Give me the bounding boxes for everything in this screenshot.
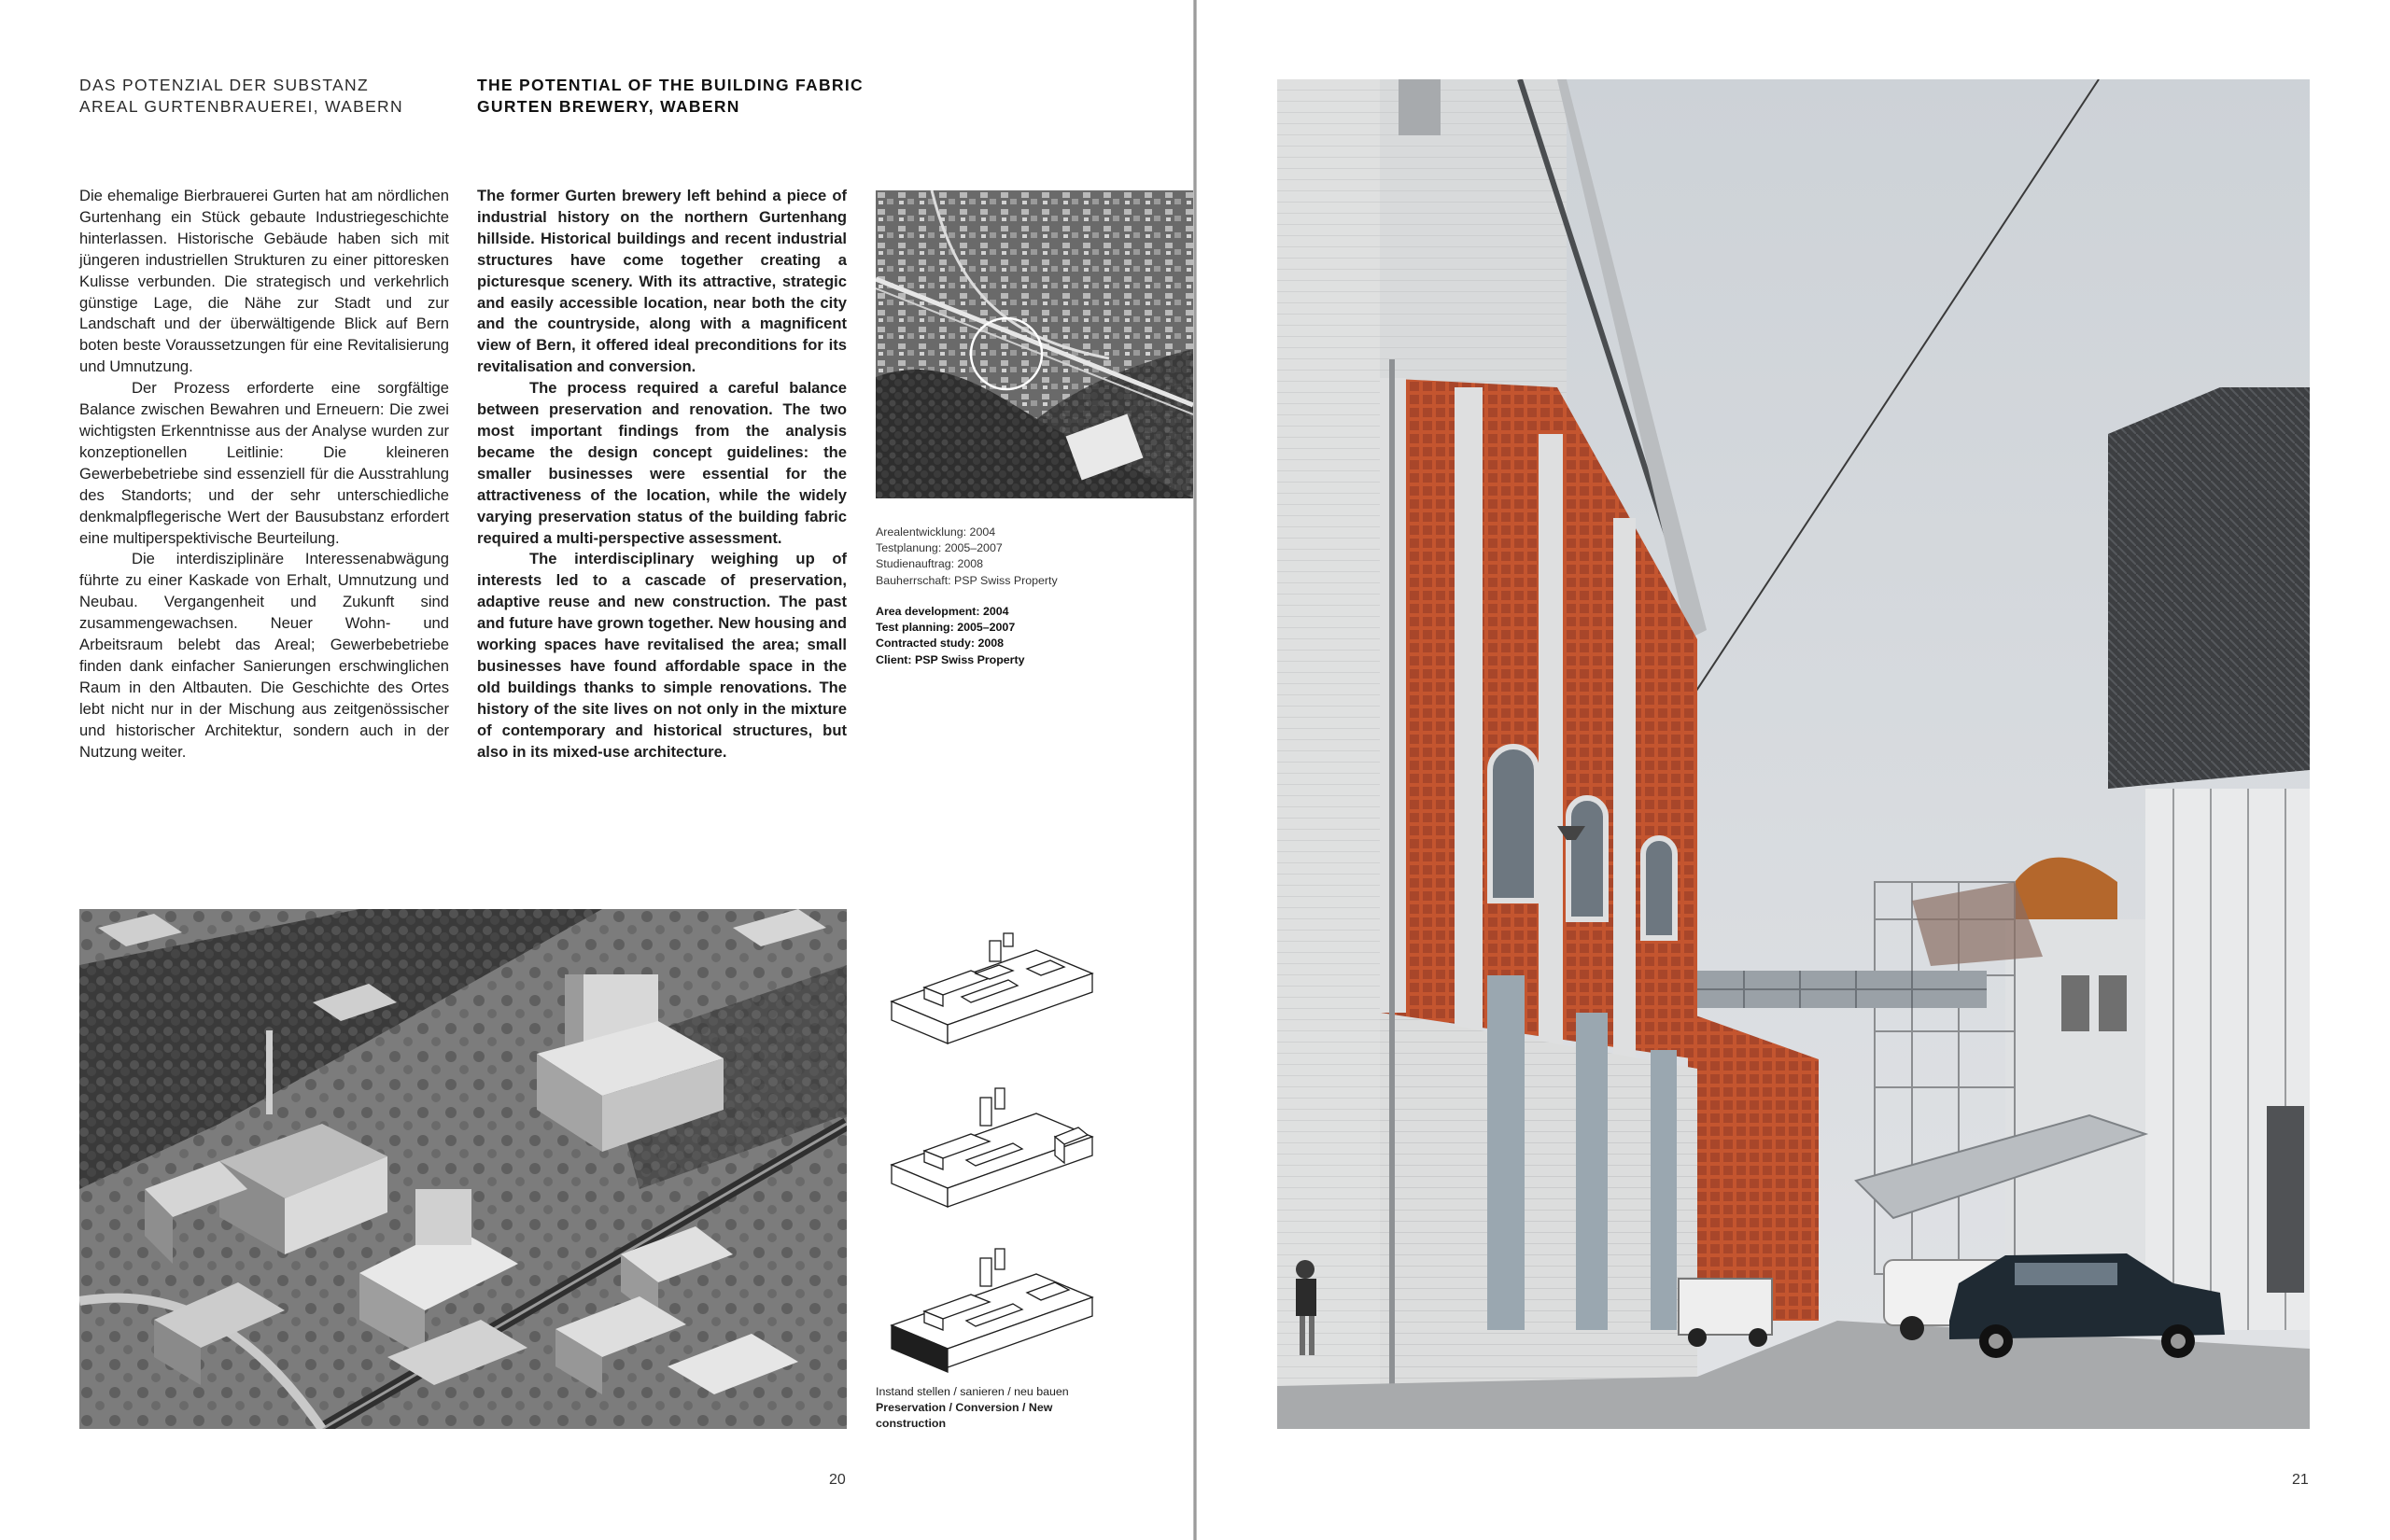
diagram-caption-de: Instand stellen / sanieren / neu bauen [876, 1385, 1069, 1398]
body-text-german [79, 186, 449, 763]
brewery-street-photo [1277, 79, 2310, 1429]
paragraph-de-2: Der Prozess erforderte eine sorgfältige Balance zwischen Bewahren und Erneuern: Die zwei wichtigsten Erkenntnisse aus der Analyse wurden zur konzeptionellen Leitlinie: Die kleineren Gewerbebetriebe sind essenziell für die Ausstrahlung des Standorts; und der sehr unterschiedliche denkmalpflegerische Wert der Bausubstanz erfordert eine multiperspektivische Beurteilung. [79, 379, 449, 547]
project-facts-german [876, 525, 1058, 589]
paragraph-en-1: The former Gurten brewery left behind a piece of industrial history on the northern Gurtenhang hillside. Historical buildings and recent industrial structures have come together creating a picturesque scenery. With its attractive, strategic and easily accessible location, near both the city and the countryside, along with a magnificent view of Bern, it offered ideal preconditions for its revitalisation and conversion. [477, 187, 847, 376]
heading-de-line-2: AREAL GURTENBRAUEREI, WABERN [79, 97, 403, 116]
fact-de-client: Bauherrschaft: PSP Swiss Property [876, 573, 1058, 587]
aerial-site-map-photo [876, 190, 1193, 498]
paragraph-de-3: Die interdisziplinäre Interessenabwägung führte zu einer Kaskade von Erhalt, Umnutzung und Neubau. Vergangenheit und Zukunft sind zusammengewachsen. Neuer Wohn- und Arbeitsraum belebt das Areal; Gewerbebetriebe finden dank einfacher Sanierungen erschwinglichen Raum in den Altbauten. Die Geschichte des Ortes lebt nicht nur in der Mischung aus zeitgenössischer und historischer Architektur, sondern auch in der Nutzung weiter. [79, 550, 449, 761]
diagram-caption [876, 1384, 1100, 1433]
axonometric-diagram-conversion [887, 1081, 1102, 1221]
heading-german [79, 75, 403, 118]
diagram-caption-en: Preservation / Conversion / New construction [876, 1401, 1053, 1431]
fact-de-area-development: Arealentwicklung: 2004 [876, 525, 996, 539]
fact-de-study: Studienauftrag: 2008 [876, 557, 984, 571]
fact-en-study: Contracted study: 2008 [876, 637, 1005, 651]
fact-en-test-planning: Test planning: 2005–2007 [876, 621, 1016, 635]
heading-en-line-1: THE POTENTIAL OF THE BUILDING FABRIC [477, 76, 864, 94]
page-number-right: 21 [2292, 1472, 2309, 1488]
heading-english [477, 75, 864, 118]
fact-de-test-planning: Testplanung: 2005–2007 [876, 541, 1003, 555]
page-number-left: 20 [829, 1472, 846, 1488]
right-page [1197, 0, 2390, 1540]
paragraph-en-3: The interdisciplinary weighing up of interests led to a cascade of preservation, adaptive reuse and new construction. The past and future have grown together. New housing and working spaces have revitalised the area; small businesses have found affordable space in the old buildings thanks to simple renovations. The history of the site lives on not only in the mixture of contemporary and historical structures, but also in its mixed-use architecture. [477, 550, 847, 761]
heading-en-line-2: GURTEN BREWERY, WABERN [477, 97, 740, 116]
body-text-english [477, 186, 847, 763]
axonometric-diagram-preservation [887, 931, 1102, 1071]
paragraph-en-2: The process required a careful balance between preservation and renovation. The two most important findings from the analysis became the design concept guidelines: the smaller businesses were essential for the attractiveness of the location, while the widely varying preservation status of the building fabric required a multi-perspective assessment. [477, 379, 847, 547]
heading-de-line-1: DAS POTENZIAL DER SUBSTANZ [79, 76, 369, 94]
paragraph-de-1: Die ehemalige Bierbrauerei Gurten hat am nördlichen Gurtenhang ein Stück gebaute Industriegeschichte hinterlassen. Historische Gebäude haben sich mit jüngeren industriellen Strukturen zu einer pittoresken Kulisse verbunden. Die strategisch und verkehrlich günstige Lage, die Nähe zur Stadt und zur Landschaft und der überwältigende Blick auf Bern boten beste Voraussetzungen für eine Revitalisierung und Umnutzung. [79, 187, 449, 376]
aerial-brewery-photo [79, 909, 847, 1429]
project-facts-english [876, 604, 1025, 668]
axonometric-diagram-new-construction [887, 1241, 1102, 1381]
left-page [0, 0, 1193, 1540]
fact-en-area-development: Area development: 2004 [876, 605, 1009, 618]
fact-en-client: Client: PSP Swiss Property [876, 652, 1025, 666]
